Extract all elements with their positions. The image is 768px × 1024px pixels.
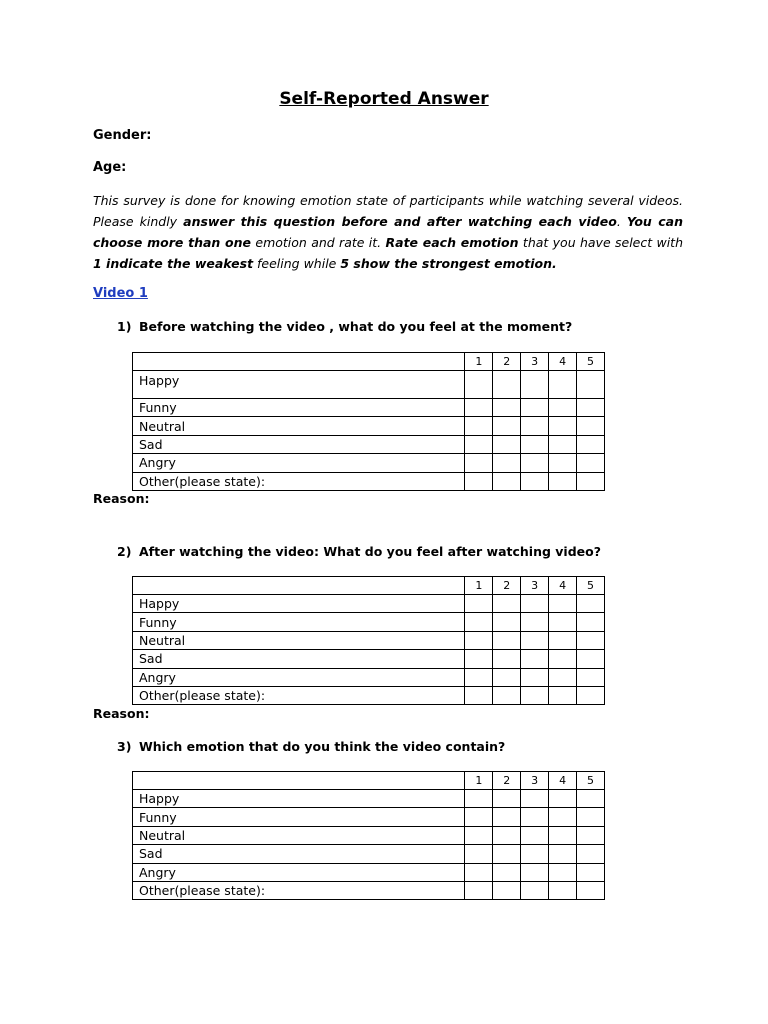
scale-header-4: 4 [549,577,577,595]
rating-cell-q3-r3-c2[interactable] [493,826,521,844]
question-1 [117,319,572,334]
scale-header-1: 1 [465,353,493,371]
intro-bold-2: You can choose more than one [93,214,684,250]
table-header-row [133,577,605,595]
table-row [133,472,605,490]
table-row [133,826,605,844]
question-1-text: Before watching the video , what do you feel at the moment? [139,319,573,334]
rating-cell-q1-r5-c1[interactable] [465,454,493,472]
question-2-text: After watching the video: What do you feel after watching video? [139,544,601,559]
reason-label-1: Reason: [93,491,150,506]
table-row [133,845,605,863]
rating-cell-q2-r4-c4[interactable] [549,650,577,668]
table-row [133,417,605,435]
rating-table-3 [132,771,605,900]
rating-cell-q2-r3-c1[interactable] [465,631,493,649]
emotion-label: Angry [133,454,465,472]
rating-cell-q3-r6-c5[interactable] [577,881,605,899]
rating-cell-q2-r3-c5[interactable] [577,631,605,649]
rating-cell-q2-r1-c3[interactable] [521,595,549,613]
header-blank-cell [133,577,465,595]
rating-table-2 [132,576,605,705]
scale-header-4: 4 [549,353,577,371]
intro-text-2: . [616,214,627,229]
emotion-label: Happy [133,790,465,808]
table-row [133,790,605,808]
intro-bold-4: 1 indicate the weakest [93,256,254,271]
table-header-row [133,772,605,790]
rating-cell-q1-r1-c3[interactable] [521,371,549,399]
rating-cell-q2-r5-c2[interactable] [493,668,521,686]
rating-cell-q1-r4-c3[interactable] [521,435,549,453]
emotion-label: Angry [133,668,465,686]
rating-cell-q2-r5-c1[interactable] [465,668,493,686]
table-row [133,631,605,649]
rating-cell-q1-r6-c2[interactable] [493,472,521,490]
table-row [133,650,605,668]
table-row [133,595,605,613]
scale-header-3: 3 [521,353,549,371]
emotion-label: Sad [133,845,465,863]
rating-cell-q2-r6-c4[interactable] [549,686,577,704]
rating-cell-q1-r2-c4[interactable] [549,399,577,417]
table-row [133,371,605,399]
page-title: Self-Reported Answer [279,89,489,109]
rating-cell-q3-r1-c5[interactable] [577,790,605,808]
rating-cell-q3-r4-c3[interactable] [521,845,549,863]
rating-cell-q2-r2-c2[interactable] [493,613,521,631]
emotion-label: Neutral [133,826,465,844]
emotion-label: Happy [133,595,465,613]
rating-cell-q1-r2-c5[interactable] [577,399,605,417]
rating-cell-q3-r3-c1[interactable] [465,826,493,844]
emotion-label: Funny [133,613,465,631]
question-1-number: 1) [117,319,132,334]
rating-cell-q1-r3-c5[interactable] [577,417,605,435]
rating-cell-q2-r2-c1[interactable] [465,613,493,631]
table-row [133,454,605,472]
rating-cell-q2-r4-c1[interactable] [465,650,493,668]
table-row [133,435,605,453]
rating-cell-q3-r4-c4[interactable] [549,845,577,863]
rating-cell-q3-r6-c4[interactable] [549,881,577,899]
rating-cell-q1-r6-c5[interactable] [577,472,605,490]
rating-cell-q3-r2-c4[interactable] [549,808,577,826]
intro-bold-3: Rate each emotion [385,235,519,250]
scale-header-5: 5 [577,353,605,371]
scale-header-3: 3 [521,577,549,595]
table-row [133,808,605,826]
table-row [133,668,605,686]
emotion-label: Other(please state): [133,881,465,899]
rating-cell-q3-r6-c3[interactable] [521,881,549,899]
table-row [133,881,605,899]
rating-cell-q3-r1-c4[interactable] [549,790,577,808]
rating-cell-q2-r2-c4[interactable] [549,613,577,631]
rating-cell-q2-r4-c5[interactable] [577,650,605,668]
scale-header-5: 5 [577,772,605,790]
scale-header-5: 5 [577,577,605,595]
rating-cell-q1-r5-c4[interactable] [549,454,577,472]
rating-cell-q2-r4-c2[interactable] [493,650,521,668]
rating-cell-q3-r4-c2[interactable] [493,845,521,863]
rating-cell-q1-r6-c1[interactable] [465,472,493,490]
rating-cell-q3-r6-c2[interactable] [493,881,521,899]
rating-cell-q2-r6-c2[interactable] [493,686,521,704]
intro-text-3: emotion and rate it. [251,235,386,250]
scale-header-2: 2 [493,353,521,371]
rating-cell-q3-r3-c4[interactable] [549,826,577,844]
rating-cell-q1-r4-c4[interactable] [549,435,577,453]
scale-header-3: 3 [521,772,549,790]
emotion-label: Other(please state): [133,686,465,704]
rating-cell-q1-r1-c1[interactable] [465,371,493,399]
rating-cell-q2-r3-c2[interactable] [493,631,521,649]
rating-cell-q2-r1-c2[interactable] [493,595,521,613]
rating-cell-q2-r6-c3[interactable] [521,686,549,704]
rating-cell-q3-r5-c5[interactable] [577,863,605,881]
rating-cell-q3-r4-c5[interactable] [577,845,605,863]
intro-text-1: This survey is done for knowing emotion state of participants while watching several videos. Please kindly [93,193,683,229]
emotion-label: Sad [133,650,465,668]
emotion-label: Neutral [133,417,465,435]
rating-cell-q1-r6-c4[interactable] [549,472,577,490]
scale-header-1: 1 [465,577,493,595]
emotion-label: Funny [133,399,465,417]
video-1-link[interactable]: Video 1 [93,286,148,301]
reason-label-2: Reason: [93,706,150,721]
emotion-label: Sad [133,435,465,453]
rating-cell-q1-r1-c5[interactable] [577,371,605,399]
rating-cell-q2-r1-c4[interactable] [549,595,577,613]
rating-cell-q1-r3-c4[interactable] [549,417,577,435]
rating-cell-q3-r5-c2[interactable] [493,863,521,881]
rating-cell-q1-r4-c5[interactable] [577,435,605,453]
rating-cell-q2-r4-c3[interactable] [521,650,549,668]
rating-cell-q1-r3-c1[interactable] [465,417,493,435]
rating-cell-q3-r3-c3[interactable] [521,826,549,844]
rating-cell-q1-r2-c3[interactable] [521,399,549,417]
intro-text-5: feeling while [253,256,341,271]
rating-cell-q3-r2-c1[interactable] [465,808,493,826]
emotion-label: Angry [133,863,465,881]
rating-cell-q3-r6-c1[interactable] [465,881,493,899]
header-blank-cell [133,772,465,790]
rating-cell-q3-r5-c4[interactable] [549,863,577,881]
scale-header-1: 1 [465,772,493,790]
rating-cell-q1-r3-c2[interactable] [493,417,521,435]
emotion-label: Other(please state): [133,472,465,490]
rating-cell-q1-r4-c2[interactable] [493,435,521,453]
header-blank-cell [133,353,465,371]
scale-header-2: 2 [493,772,521,790]
question-2-number: 2) [117,544,132,559]
rating-cell-q3-r2-c3[interactable] [521,808,549,826]
rating-cell-q2-r1-c1[interactable] [465,595,493,613]
rating-cell-q1-r5-c3[interactable] [521,454,549,472]
question-2 [117,544,601,559]
rating-cell-q3-r4-c1[interactable] [465,845,493,863]
rating-cell-q1-r4-c1[interactable] [465,435,493,453]
question-3 [117,739,505,754]
rating-cell-q3-r3-c5[interactable] [577,826,605,844]
emotion-label: Funny [133,808,465,826]
rating-cell-q3-r5-c1[interactable] [465,863,493,881]
table-row [133,613,605,631]
table-row [133,863,605,881]
rating-table-1 [132,352,605,491]
rating-cell-q2-r6-c1[interactable] [465,686,493,704]
rating-cell-q1-r6-c3[interactable] [521,472,549,490]
table-header-row [133,353,605,371]
table-row [133,399,605,417]
intro-paragraph [93,190,683,274]
scale-header-2: 2 [493,577,521,595]
rating-cell-q3-r1-c3[interactable] [521,790,549,808]
rating-cell-q2-r3-c3[interactable] [521,631,549,649]
rating-cell-q1-r5-c2[interactable] [493,454,521,472]
rating-cell-q1-r5-c5[interactable] [577,454,605,472]
rating-cell-q1-r3-c3[interactable] [521,417,549,435]
emotion-label: Neutral [133,631,465,649]
gender-label: Gender: [93,128,152,143]
rating-cell-q2-r2-c3[interactable] [521,613,549,631]
rating-cell-q1-r1-c2[interactable] [493,371,521,399]
question-3-text: Which emotion that do you think the video contain? [139,739,506,754]
rating-cell-q3-r2-c5[interactable] [577,808,605,826]
rating-cell-q1-r2-c1[interactable] [465,399,493,417]
rating-cell-q2-r5-c3[interactable] [521,668,549,686]
intro-bold-1: answer this question before and after watching each video [183,214,617,229]
table-row [133,686,605,704]
rating-cell-q1-r2-c2[interactable] [493,399,521,417]
rating-cell-q3-r2-c2[interactable] [493,808,521,826]
question-3-number: 3) [117,739,132,754]
rating-cell-q3-r1-c2[interactable] [493,790,521,808]
scale-header-4: 4 [549,772,577,790]
rating-cell-q3-r1-c1[interactable] [465,790,493,808]
rating-cell-q1-r1-c4[interactable] [549,371,577,399]
rating-cell-q2-r1-c5[interactable] [577,595,605,613]
rating-cell-q2-r6-c5[interactable] [577,686,605,704]
rating-cell-q2-r2-c5[interactable] [577,613,605,631]
age-label: Age: [93,160,127,175]
emotion-label: Happy [133,371,465,399]
rating-cell-q2-r5-c5[interactable] [577,668,605,686]
intro-bold-5: 5 show the strongest emotion. [340,256,557,271]
intro-text-4: that you have select with [518,235,684,250]
rating-cell-q2-r3-c4[interactable] [549,631,577,649]
rating-cell-q3-r5-c3[interactable] [521,863,549,881]
rating-cell-q2-r5-c4[interactable] [549,668,577,686]
